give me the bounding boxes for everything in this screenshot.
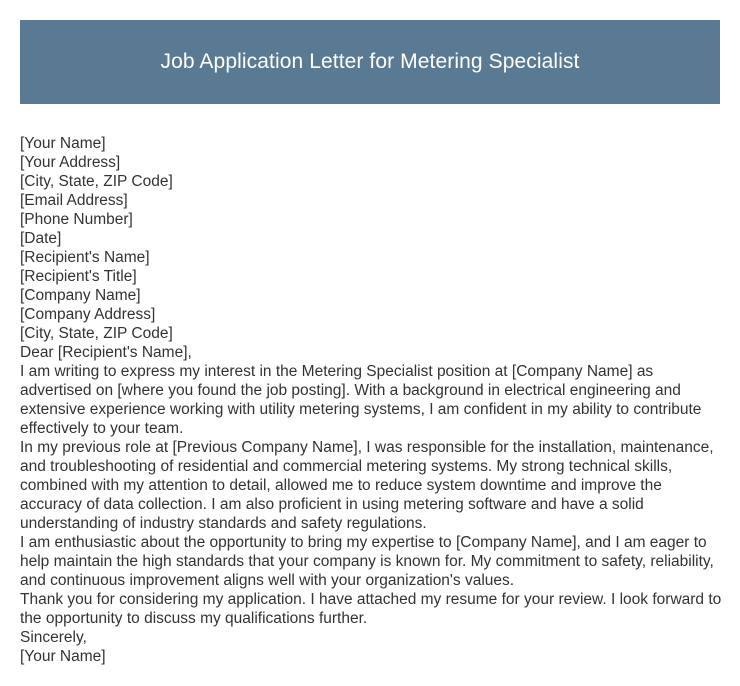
paragraph-enthusiasm: I am enthusiastic about the opportunity to bring my expertise to [Company Name], and I am eager to help maintain the high standards that your company is known for. My commitment to safety, reliability, and continuous improvement aligns well with your organization's values.	[20, 534, 714, 589]
closing: Sincerely,	[20, 629, 87, 646]
recipient-company: [Company Name]	[20, 287, 141, 304]
sender-address: [Your Address]	[20, 154, 121, 171]
letter-body	[20, 134, 725, 666]
recipient-address: [Company Address]	[20, 306, 156, 323]
page-title: Job Application Letter for Metering Specialist	[160, 50, 580, 73]
paragraph-closing: Thank you for considering my application. I have attached my resume for your review. I look forward to the opportunity to discuss my qualifications further.	[20, 591, 722, 627]
paragraph-intro: I am writing to express my interest in the Metering Specialist position at [Company Name] as advertised on [where you found the job posting]. With a background in electrical engineering and extensive experience working with utility metering systems, I am confident in my ability to contribute effectively to your team.	[20, 363, 702, 437]
sender-name: [Your Name]	[20, 135, 106, 152]
sender-city-state-zip: [City, State, ZIP Code]	[20, 173, 173, 190]
salutation: Dear [Recipient's Name],	[20, 344, 192, 361]
header-banner	[20, 20, 720, 104]
recipient-name: [Recipient's Name]	[20, 249, 150, 266]
sender-email: [Email Address]	[20, 192, 128, 209]
recipient-title: [Recipient's Title]	[20, 268, 137, 285]
signature: [Your Name]	[20, 648, 106, 665]
letter-date: [Date]	[20, 230, 62, 247]
sender-phone: [Phone Number]	[20, 211, 133, 228]
recipient-city-state-zip: [City, State, ZIP Code]	[20, 325, 173, 342]
paragraph-experience: In my previous role at [Previous Company Name], I was responsible for the installation, maintenance, and troubleshooting of residential and commercial metering systems. My strong technical skills, combined with my attention to detail, allowed me to reduce system downtime and improve the accuracy of data collection. I am also proficient in using metering software and have a solid understanding of industry standards and safety regulations.	[20, 439, 714, 532]
